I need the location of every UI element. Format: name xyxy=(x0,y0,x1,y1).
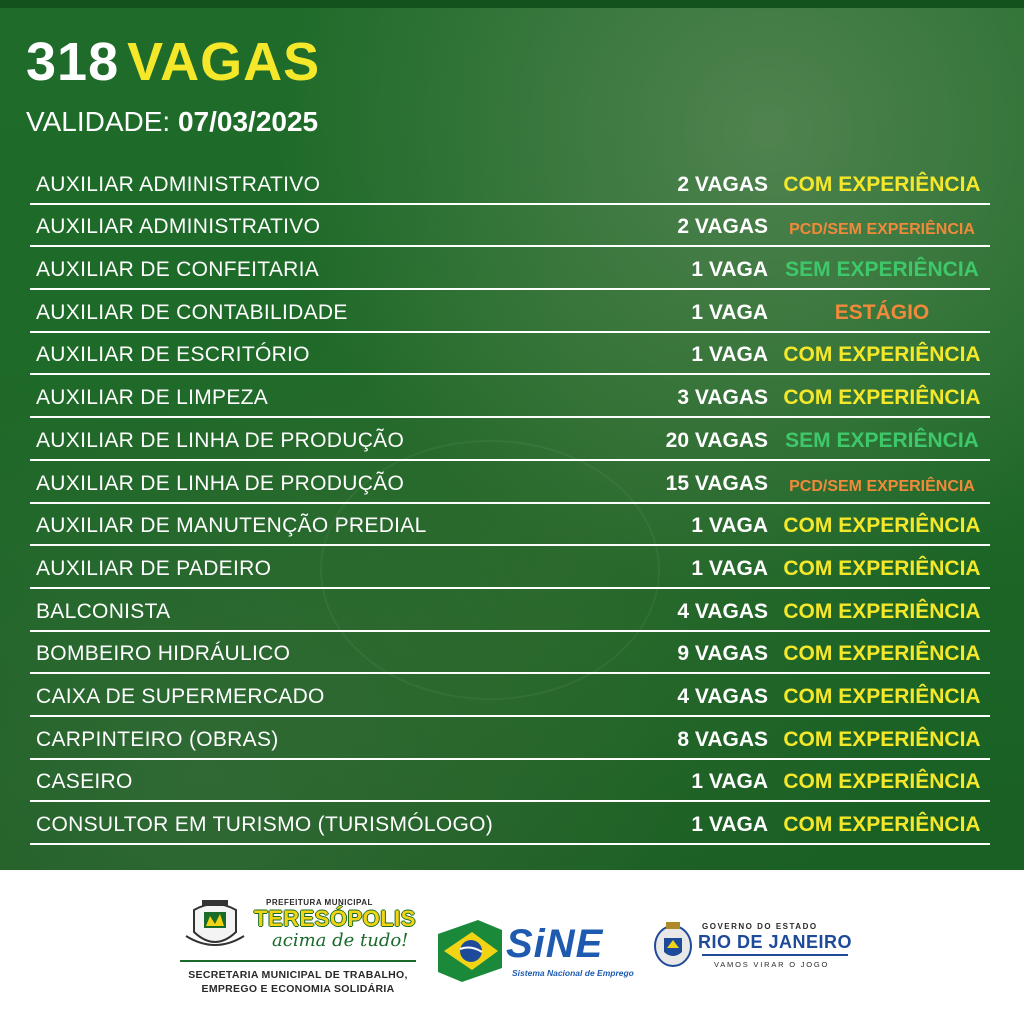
job-requirement: COM EXPERIÊNCIA xyxy=(783,684,981,708)
job-vacancies: 1 VAGA xyxy=(691,770,768,794)
job-title: CAIXA DE SUPERMERCADO xyxy=(36,684,325,708)
job-title: CONSULTOR EM TURISMO (TURISMÓLOGO) xyxy=(36,813,494,836)
job-vacancies: 1 VAGA xyxy=(691,258,768,282)
rj-coat-of-arms-icon xyxy=(652,918,694,970)
brazil-flag-icon xyxy=(438,920,502,982)
job-requirement: PCD/SEM EXPERIÊNCIA xyxy=(789,477,975,495)
job-requirement: COM EXPERIÊNCIA xyxy=(783,514,981,538)
job-row xyxy=(30,760,990,803)
teresopolis-crest-icon xyxy=(184,896,246,952)
job-requirement: COM EXPERIÊNCIA xyxy=(783,642,981,666)
validity-line xyxy=(26,104,318,140)
job-requirement: SEM EXPERIÊNCIA xyxy=(785,258,979,282)
job-row xyxy=(30,205,990,248)
job-row xyxy=(30,290,990,333)
job-row xyxy=(30,674,990,717)
job-requirement: COM EXPERIÊNCIA xyxy=(783,386,981,410)
job-row xyxy=(30,375,990,418)
job-title: CARPINTEIRO (OBRAS) xyxy=(36,727,279,751)
job-vacancies: 1 VAGA xyxy=(691,813,768,836)
job-title: BALCONISTA xyxy=(36,599,171,623)
job-title: AUXILIAR DE LIMPEZA xyxy=(36,386,269,410)
rio-de-janeiro-logo xyxy=(652,918,862,978)
job-requirement: COM EXPERIÊNCIA xyxy=(783,343,981,367)
job-requirement: COM EXPERIÊNCIA xyxy=(783,727,981,751)
job-title: AUXILIAR ADMINISTRATIVO xyxy=(36,215,321,239)
job-vacancies: 1 VAGA xyxy=(691,343,768,367)
rj-motto: VAMOS VIRAR O JOGO xyxy=(714,960,830,969)
job-vacancies: 2 VAGAS xyxy=(677,172,768,196)
teresopolis-name: TERESÓPOLIS xyxy=(254,906,416,931)
job-row xyxy=(30,546,990,589)
job-row xyxy=(30,802,990,845)
teresopolis-logo xyxy=(178,892,418,1012)
job-vacancies: 2 VAGAS xyxy=(677,215,768,239)
job-title: AUXILIAR DE MANUTENÇÃO PREDIAL xyxy=(36,514,427,538)
secretaria-line-2: EMPREGO E ECONOMIA SOLIDÁRIA xyxy=(201,983,395,995)
job-row xyxy=(30,162,990,205)
teresopolis-divider xyxy=(180,960,416,962)
job-requirement: COM EXPERIÊNCIA xyxy=(783,172,981,196)
job-requirement: PCD/SEM EXPERIÊNCIA xyxy=(789,221,975,239)
validity-label: VALIDADE: xyxy=(26,106,178,137)
job-requirement: COM EXPERIÊNCIA xyxy=(783,813,981,836)
teresopolis-prefix: PREFEITURA MUNICIPAL xyxy=(266,898,373,907)
job-title: AUXILIAR DE LINHA DE PRODUÇÃO xyxy=(36,471,405,495)
job-vacancies: 1 VAGA xyxy=(691,300,768,324)
job-vacancies: 4 VAGAS xyxy=(677,684,768,708)
job-title: AUXILIAR DE PADEIRO xyxy=(36,556,272,580)
job-vacancies: 15 VAGAS xyxy=(665,471,768,495)
job-row xyxy=(30,632,990,675)
job-title: AUXILIAR DE CONTABILIDADE xyxy=(36,300,348,324)
headline xyxy=(26,30,320,94)
job-requirement: COM EXPERIÊNCIA xyxy=(783,599,981,623)
secretaria-text xyxy=(178,968,418,996)
job-vacancies: 3 VAGAS xyxy=(677,386,768,410)
job-requirement: SEM EXPERIÊNCIA xyxy=(785,428,979,452)
job-row xyxy=(30,589,990,632)
teresopolis-slogan: acima de tudo! xyxy=(272,930,409,951)
sine-subtitle: Sistema Nacional de Emprego xyxy=(512,968,634,978)
rj-name: RIO DE JANEIRO xyxy=(698,932,853,952)
job-row xyxy=(30,333,990,376)
rj-government-label: GOVERNO DO ESTADO xyxy=(702,922,818,931)
job-row xyxy=(30,461,990,504)
sine-name: SiNE xyxy=(506,922,604,966)
job-title: AUXILIAR DE LINHA DE PRODUÇÃO xyxy=(36,428,405,452)
job-title: AUXILIAR DE CONFEITARIA xyxy=(36,258,320,282)
job-row xyxy=(30,504,990,547)
job-title: BOMBEIRO HIDRÁULICO xyxy=(36,642,291,666)
job-requirement: COM EXPERIÊNCIA xyxy=(783,556,981,580)
job-vacancies: 1 VAGA xyxy=(691,556,768,580)
sponsor-footer xyxy=(0,870,1024,1024)
rj-underline xyxy=(702,954,848,956)
job-requirement: COM EXPERIÊNCIA xyxy=(783,770,981,794)
job-row xyxy=(30,717,990,760)
validity-date: 07/03/2025 xyxy=(177,106,319,137)
job-requirement: ESTÁGIO xyxy=(834,300,930,324)
job-vacancies: 1 VAGA xyxy=(691,514,768,538)
job-row xyxy=(30,418,990,461)
job-title: AUXILIAR ADMINISTRATIVO xyxy=(36,172,321,196)
secretaria-line-1: SECRETARIA MUNICIPAL DE TRABALHO, xyxy=(188,969,408,981)
vacancy-count: 318 xyxy=(26,32,120,92)
vacancy-word: VAGAS xyxy=(127,32,321,92)
job-row xyxy=(30,247,990,290)
job-title: AUXILIAR DE ESCRITÓRIO xyxy=(36,343,310,367)
job-vacancies: 9 VAGAS xyxy=(677,642,768,666)
job-vacancies: 4 VAGAS xyxy=(677,599,768,623)
job-vacancies: 8 VAGAS xyxy=(677,727,768,751)
job-title: CASEIRO xyxy=(36,770,133,794)
sine-logo xyxy=(438,920,638,990)
job-vacancies: 20 VAGAS xyxy=(665,428,768,452)
job-list xyxy=(30,162,990,845)
